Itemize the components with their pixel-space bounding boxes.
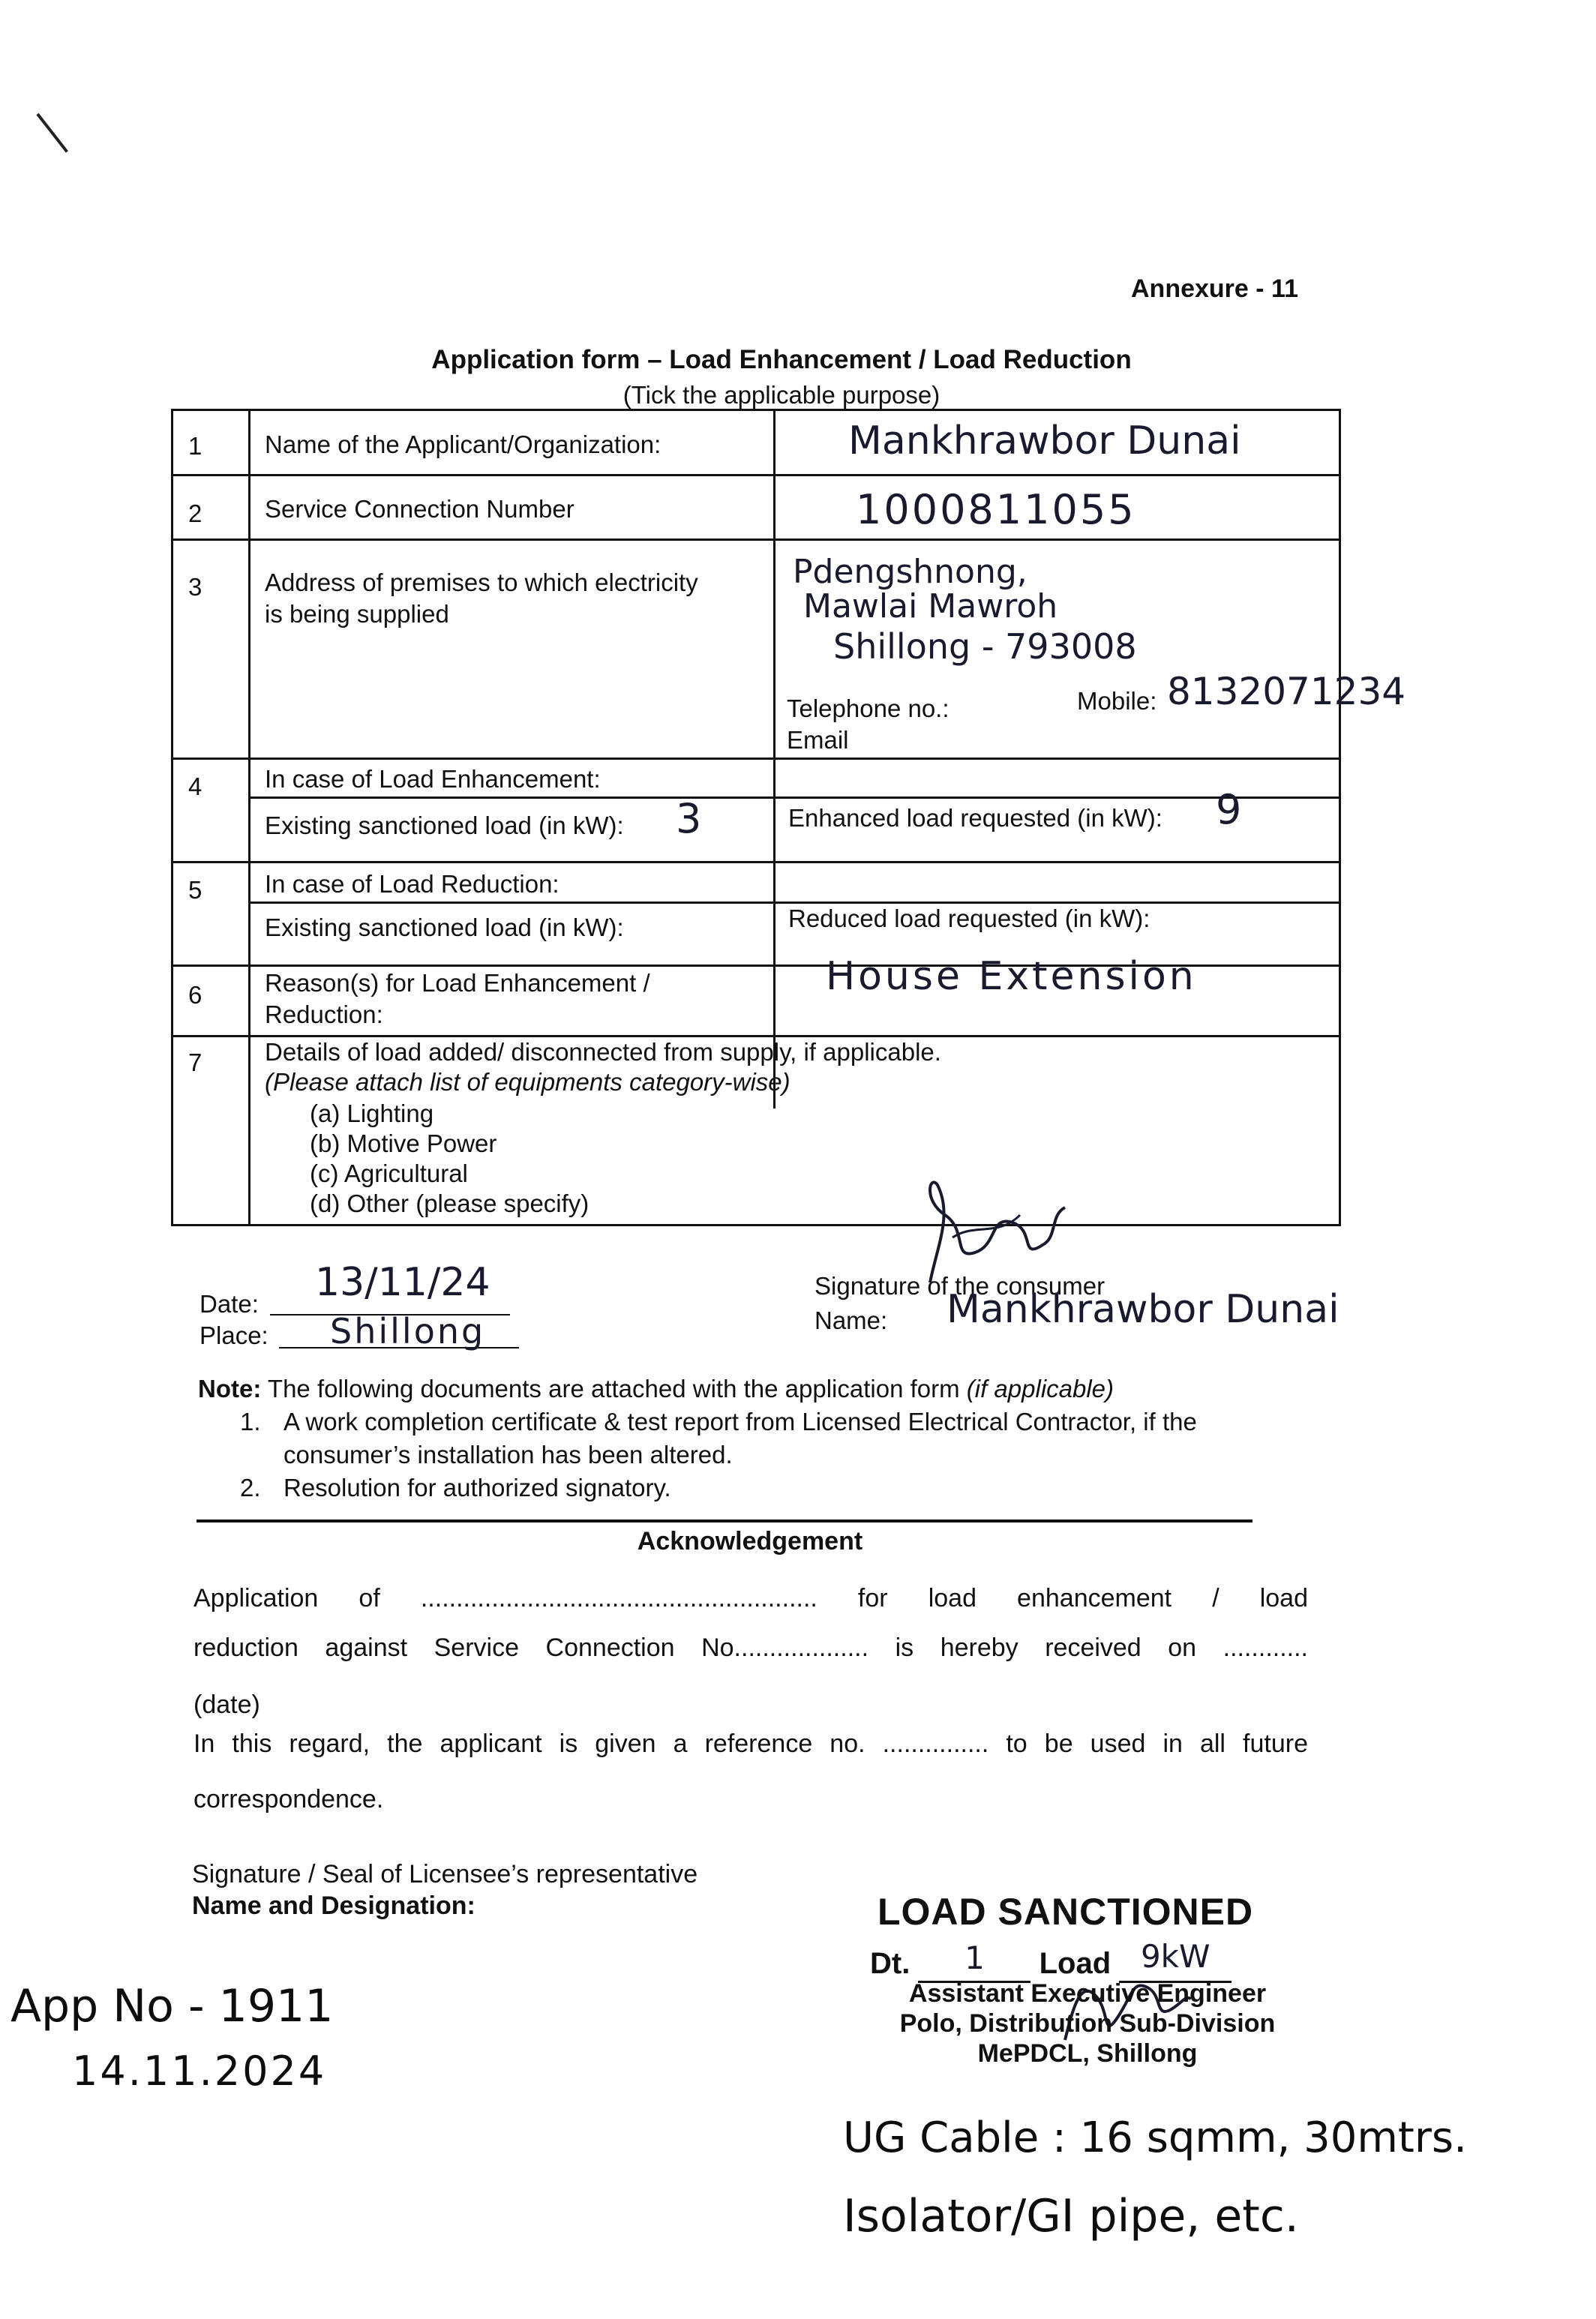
pen-mark: [36, 113, 68, 153]
existing-load-reduction-label: Existing sanctioned load (in kW):: [265, 914, 624, 941]
applicant-name-value: Mankhrawbor Dunai: [848, 418, 1241, 464]
form-subtitle: (Tick the applicable purpose): [622, 381, 940, 409]
load-enhancement-heading: In case of Load Enhancement:: [265, 765, 601, 793]
details-item: (d) Other (please specify): [310, 1190, 590, 1217]
engineer-designation-block: [862, 1978, 1312, 2068]
address-line3: Shillong - 793008: [833, 626, 1137, 667]
date-value: 13/11/24: [315, 1260, 490, 1305]
reason-label-line1: Reason(s) for Load Enhancement /: [265, 969, 650, 997]
row-divider: [248, 796, 1339, 799]
existing-load-label: Existing sanctioned load (in kW):: [265, 812, 624, 839]
note-item-2-text: Resolution for authorized signatory.: [284, 1474, 671, 1502]
acknowledgement-title: Acknowledgement: [637, 1527, 863, 1556]
note-text-italic: (if applicable): [966, 1375, 1114, 1402]
address-label-line2: is being supplied: [265, 600, 449, 628]
table-divider: [773, 411, 776, 1108]
note-label: Note:: [198, 1375, 262, 1402]
existing-load-value: 3: [676, 795, 702, 842]
service-connection-value: 1000811055: [856, 486, 1136, 533]
handwritten-app-date: 14.11.2024: [72, 2048, 327, 2095]
details-item: (c) Agricultural: [310, 1160, 468, 1187]
stamp-dt-value: 1: [964, 1940, 985, 1976]
row-divider: [173, 474, 1339, 476]
ack-line-2: reduction against Service Connection No................... is hereby received on ............: [194, 1634, 1308, 1662]
engineer-division: Polo, Distribution Sub-Division: [899, 2009, 1276, 2038]
handwritten-app-no: App No - 1911: [10, 1980, 334, 2032]
stamp-title: LOAD SANCTIONED: [878, 1891, 1254, 1933]
place-label: Place:: [200, 1322, 268, 1349]
table-divider: [248, 411, 250, 1224]
application-table: [171, 409, 1406, 1226]
row-number: 1: [188, 432, 202, 460]
date-label: Date:: [200, 1290, 259, 1318]
applicant-name-label: Name of the Applicant/Organization:: [265, 430, 662, 458]
enhanced-load-label: Enhanced load requested (in kW):: [788, 804, 1162, 832]
handwritten-isolator: Isolator/GI pipe, etc.: [843, 2190, 1299, 2242]
stamp-dt-label: Dt.: [870, 1947, 910, 1980]
licensee-signature-label: Signature / Seal of Licensee’s representative: [192, 1860, 698, 1888]
ack-line-3: (date): [194, 1690, 260, 1719]
telephone-label: Telephone no.:: [787, 694, 950, 722]
stamp-load-label: Load: [1039, 1947, 1112, 1980]
annexure-label: Annexure - 11: [1131, 274, 1298, 303]
note-item-2: [240, 1472, 1323, 1504]
row-divider: [173, 538, 1339, 541]
email-label: Email: [787, 726, 849, 754]
details-line2: (Please attach list of equipments category-wise): [265, 1068, 790, 1096]
engineer-office: MePDCL, Shillong: [977, 2039, 1198, 2068]
stamp-load-value: 9kW: [1140, 1938, 1210, 1975]
handwritten-ug-cable: UG Cable : 16 sqmm, 30mtrs.: [843, 2114, 1467, 2162]
reduced-load-label: Reduced load requested (in kW):: [788, 904, 1150, 932]
form-title: Application form – Load Enhancement / Load Reduction: [431, 345, 1132, 374]
note-item-1-line2: consumer’s installation has been altered.: [284, 1441, 733, 1468]
consumer-name-label: Name:: [814, 1306, 888, 1334]
row-number: 5: [188, 876, 202, 904]
load-reduction-heading: In case of Load Reduction:: [265, 870, 560, 898]
mobile-value: 8132071234: [1167, 670, 1406, 713]
ack-line-5: correspondence.: [194, 1785, 384, 1814]
details-item: (b) Motive Power: [310, 1130, 497, 1157]
row-number: 2: [188, 500, 202, 527]
consumer-signature-label: Signature of the consumer: [814, 1272, 1106, 1300]
address-label-line1: Address of premises to which electricity: [265, 568, 698, 596]
licensee-signature-block: [192, 1858, 698, 1922]
details-item: (a) Lighting: [310, 1100, 434, 1127]
address-line1: Pdengshnong,: [793, 553, 1028, 591]
note-item-1-line1: A work completion certificate & test report from Licensed Electrical Contractor, if the: [284, 1408, 1197, 1436]
note-item-number: 2.: [240, 1474, 261, 1502]
note-block: [198, 1372, 1323, 1504]
row-number: 7: [188, 1048, 202, 1076]
engineer-title: Assistant Executive Engineer: [908, 1979, 1267, 2008]
enhanced-load-value: 9: [1216, 786, 1242, 833]
details-line1: Details of load added/ disconnected from supply, if applicable.: [265, 1038, 941, 1066]
service-connection-label: Service Connection Number: [265, 495, 574, 523]
note-item-number: 1.: [240, 1408, 261, 1436]
reason-label-line2: Reduction:: [265, 1000, 383, 1028]
row-number: 4: [188, 772, 202, 800]
licensee-name-designation-label: Name and Designation:: [192, 1892, 476, 1920]
note-item-1: [240, 1406, 1323, 1472]
ack-line-1: Application of ........................................................ for load enhancement / load: [194, 1584, 1308, 1612]
row-divider: [173, 861, 1339, 863]
section-divider: [196, 1520, 1252, 1522]
row-divider: [173, 758, 1339, 760]
row-number: 3: [188, 573, 202, 601]
ack-line-4: In this regard, the applicant is given a reference no. ............... to be used in all future: [194, 1730, 1308, 1758]
mobile-label: Mobile:: [1077, 687, 1157, 715]
reason-value: House Extension: [826, 954, 1197, 999]
note-intro: [198, 1372, 1323, 1406]
place-value: Shillong: [330, 1311, 486, 1352]
stamp-dt-field: [918, 1940, 1030, 1983]
note-text: The following documents are attached with the application form: [267, 1375, 960, 1402]
consumer-name-value: Mankhrawbor Dunai: [946, 1287, 1340, 1332]
row-number: 6: [188, 981, 202, 1009]
address-line2: Mawlai Mawroh: [803, 587, 1058, 626]
